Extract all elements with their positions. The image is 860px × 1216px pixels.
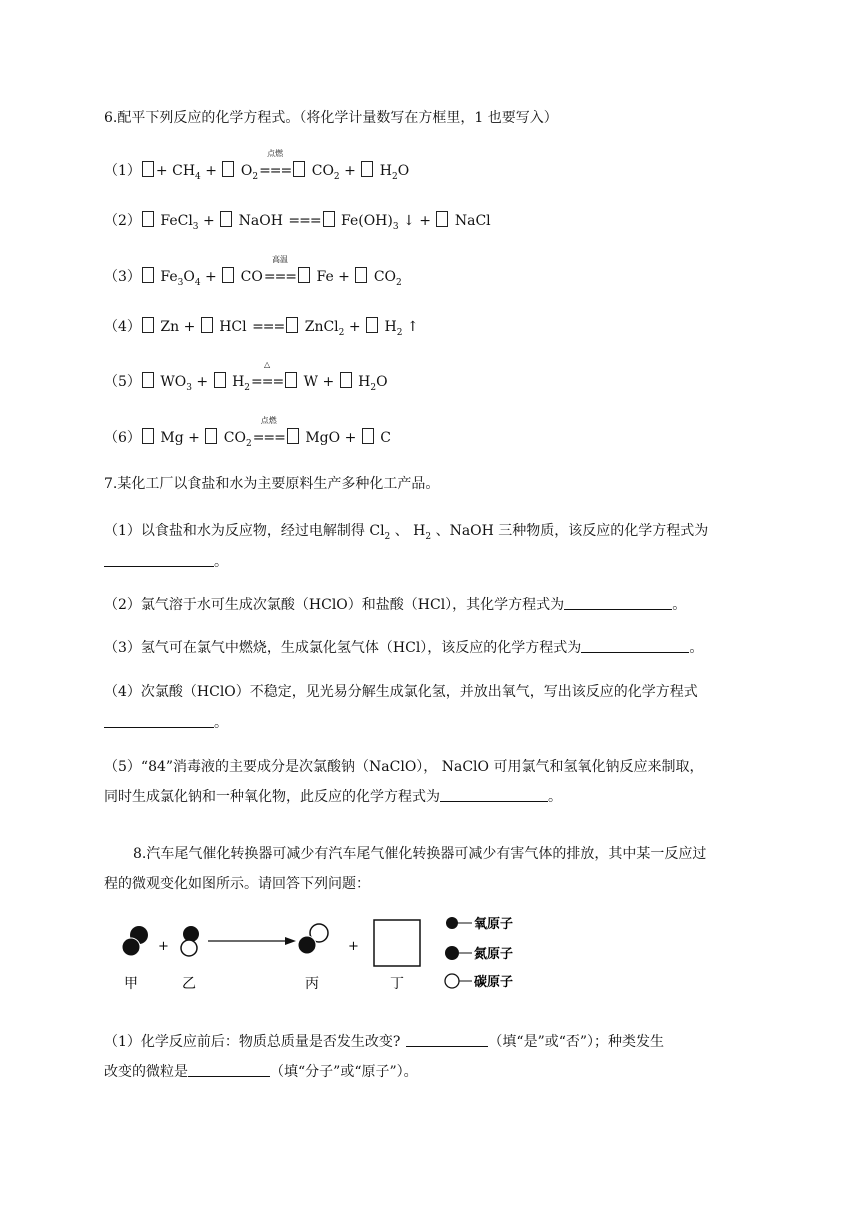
coefficient-box[interactable] (298, 267, 310, 283)
q7-part5-text: 同时生成氯化钠和一种氧化物，此反应的化学方程式为 (104, 789, 440, 805)
coefficient-box[interactable] (366, 317, 378, 333)
q6-equation-number: （2） (104, 213, 141, 229)
reaction-equals: △ === (251, 360, 284, 390)
formula-text: + CH (155, 163, 196, 179)
formula-text: MgO + (300, 430, 361, 446)
coefficient-box[interactable] (436, 211, 448, 227)
q8-title-line1: 8.汽车尾气催化转换器可减少有汽车尾气催化转换器可减少有害气体的排放，其中某一反应过 (133, 846, 707, 862)
legend-oxygen: 氧原子 (474, 917, 514, 932)
formula-text: Zn + (155, 319, 200, 335)
legend-nitrogen: 氮原子 (474, 947, 514, 962)
formula-subscript: 2 (338, 328, 345, 338)
q6-equation-2 (104, 210, 491, 232)
q8-part1-line2 (104, 1061, 418, 1081)
formula-subscript: 3 (392, 222, 399, 232)
plus-sign-1: + (158, 939, 169, 954)
formula-subscript: 2 (396, 328, 403, 338)
legend-nitrogen-swatch (445, 946, 459, 960)
q7-part1-text-c: 、NaOH 三种物质，该反应的化学方程式为 (431, 523, 709, 539)
formula-text: CO (369, 269, 397, 285)
q8-part1-line1 (104, 1031, 664, 1051)
molecule-bing (298, 924, 328, 954)
q7-part1-sub1: 2 (384, 532, 391, 542)
coefficient-box[interactable] (293, 161, 305, 177)
plus-sign-2: + (348, 939, 359, 954)
coefficient-box[interactable] (142, 428, 154, 444)
reaction-equals: 高温 === (263, 255, 297, 285)
q6-title: 6.配平下列反应的化学方程式。（将化学计量数写在方框里，1 也要写入） (104, 110, 558, 126)
coefficient-box[interactable] (355, 267, 367, 283)
formula-text: O (183, 269, 195, 285)
legend-carbon-swatch (445, 974, 459, 988)
formula-subscript: 2 (252, 172, 259, 182)
q7-part5-line2 (104, 786, 562, 806)
formula-text: Fe (155, 269, 178, 285)
q7-part5-end: 。 (548, 789, 562, 805)
coefficient-box[interactable] (323, 211, 335, 227)
q7-part3-answer-blank[interactable] (581, 640, 689, 653)
q6-equation-3 (104, 255, 402, 288)
formula-subscript: 3 (177, 278, 184, 288)
formula-subscript: 3 (192, 222, 199, 232)
formula-subscript: 3 (186, 383, 192, 393)
formula-text: WO (155, 374, 187, 390)
q7-part1-text-a: （1）以食盐和水为反应物，经过电解制得 Cl (104, 523, 385, 539)
formula-subscript: 2 (391, 172, 398, 182)
reaction-equals: 点燃 === (259, 149, 292, 179)
q6-equation-number: （5） (104, 374, 141, 390)
formula-subscript: 2 (245, 439, 252, 449)
formula-text: ↓ + (398, 213, 436, 229)
q7-part3 (104, 637, 703, 657)
q6-equation-number: （3） (104, 269, 141, 285)
q7-part3-end: 。 (689, 640, 704, 656)
formula-text: H (227, 374, 245, 390)
q6-equation-number: （6） (104, 430, 141, 446)
formula-text: Fe(OH) (336, 213, 393, 229)
label-jia: 甲 (124, 976, 138, 992)
formula-subscript: 4 (194, 278, 201, 288)
coefficient-box[interactable] (286, 317, 298, 333)
coefficient-box[interactable] (222, 161, 234, 177)
q7-part1-line1 (104, 520, 708, 542)
q7-part1-line2 (104, 551, 228, 571)
label-yi: 乙 (182, 976, 196, 992)
reaction-condition: △ (264, 360, 271, 369)
formula-subscript: 2 (333, 172, 340, 182)
coefficient-box[interactable] (340, 372, 352, 388)
formula-text: + (344, 319, 366, 335)
q8-part1-text-c: 改变的微粒是 (104, 1064, 188, 1080)
q6-equation-number: （4） (104, 319, 141, 335)
reaction-equals: === (252, 319, 285, 335)
formula-text: O (236, 163, 253, 179)
q7-part1-answer-blank[interactable] (104, 554, 214, 567)
label-bing: 丙 (305, 976, 319, 992)
q7-part1-text-b: 、 H (390, 523, 426, 539)
legend-carbon: 碳原子 (474, 975, 514, 990)
formula-text: CO (236, 269, 263, 285)
q7-part2 (104, 594, 686, 614)
coefficient-box[interactable] (220, 211, 232, 227)
formula-text: FeCl (155, 213, 193, 229)
formula-text: CO (219, 430, 246, 446)
q6-equation-5 (104, 360, 388, 393)
q7-part3-text: （3）氢气可在氯气中燃烧，生成氯化氢气体（HCl），该反应的化学方程式为 (104, 640, 582, 656)
coefficient-box[interactable] (142, 372, 154, 388)
reaction-condition: 点燃 (267, 149, 284, 158)
q6-equation-4 (104, 316, 419, 338)
formula-text: H (375, 163, 392, 179)
q7-part2-end: 。 (672, 597, 687, 613)
formula-text: + (339, 163, 361, 179)
molecule-yi (181, 926, 199, 956)
q8-part1-text-d: （填“分子”或“原子”）。 (270, 1064, 418, 1080)
box-ding (374, 920, 420, 966)
formula-text: W + (299, 374, 339, 390)
formula-text: NaOH (234, 213, 288, 229)
formula-text: ZnCl (300, 319, 339, 335)
coefficient-box[interactable] (361, 161, 373, 177)
q8-part1-text-b: （填“是”或“否”）；种类发生 (488, 1034, 665, 1050)
label-ding: 丁 (390, 976, 404, 992)
molecule-jia (122, 926, 148, 956)
coefficient-box[interactable] (285, 372, 297, 388)
arrow-head (285, 937, 296, 945)
formula-text: NaCl (450, 213, 491, 229)
reaction-condition: 高温 (271, 255, 288, 264)
coefficient-box[interactable] (205, 428, 217, 444)
coefficient-box[interactable] (142, 211, 154, 227)
formula-text: H (380, 319, 397, 335)
q7-part2-answer-blank[interactable] (564, 597, 672, 610)
coefficient-box[interactable] (142, 317, 154, 333)
q7-part1-sub2: 2 (425, 532, 432, 542)
reaction-equals: 点燃 === (252, 416, 285, 446)
q7-part5-line1: （5）“84”消毒液的主要成分是次氯酸钠（NaClO）， NaClO 可用氯气和氢氧化钠反应来制取， (104, 759, 704, 775)
legend (445, 916, 513, 990)
q8-part1-answer-blank-2[interactable] (188, 1064, 270, 1077)
reaction-diagram (100, 910, 560, 1000)
q7-part5-answer-blank[interactable] (440, 789, 548, 802)
q6-equation-number: （1） (104, 163, 141, 179)
q6-equation-6 (104, 416, 391, 449)
coefficient-box[interactable] (287, 428, 299, 444)
q7-part4-end: 。 (214, 715, 228, 731)
q7-part2-text: （2）氯气溶于水可生成次氯酸（HClO）和盐酸（HCl），其化学方程式为 (104, 597, 565, 613)
formula-text: O (397, 163, 410, 179)
formula-text: H (353, 374, 371, 390)
formula-subscript: 2 (396, 278, 402, 288)
formula-subscript: 2 (244, 383, 251, 393)
coefficient-box[interactable] (201, 317, 213, 333)
formula-text: + (191, 374, 213, 390)
coefficient-box[interactable] (142, 267, 154, 283)
formula-subscript: 2 (370, 383, 377, 393)
q7-part4-line1: （4）次氯酸（HClO）不稳定，见光易分解生成氯化氢，并放出氧气，写出该反应的化学方程式 (104, 684, 698, 700)
formula-text: Mg + (155, 430, 205, 446)
q6-equation-1 (104, 149, 410, 182)
q7-part4-answer-blank[interactable] (104, 715, 214, 728)
formula-text: + (198, 213, 220, 229)
q8-title-line2: 程的微观变化如图所示。请回答下列问题： (104, 876, 370, 892)
q7-part1-end: 。 (214, 554, 228, 570)
formula-text: C (375, 430, 391, 446)
q7-part4-line2 (104, 712, 228, 732)
coefficient-box[interactable] (214, 372, 226, 388)
q8-part1-answer-blank-1[interactable] (406, 1034, 488, 1047)
formula-text: HCl (214, 319, 252, 335)
coefficient-box[interactable] (362, 428, 374, 444)
formula-text: + (200, 269, 222, 285)
coefficient-box[interactable] (142, 161, 154, 177)
q8-part1-text-a: （1）化学反应前后：物质总质量是否发生改变? (104, 1034, 401, 1050)
q7-title: 7.某化工厂以食盐和水为主要原料生产多种化工产品。 (104, 476, 440, 492)
legend-oxygen-swatch (446, 917, 458, 929)
formula-subscript: 4 (195, 172, 201, 182)
formula-text: ↑ (402, 319, 419, 335)
formula-text: CO (307, 163, 334, 179)
reaction-equals: === (288, 213, 321, 229)
formula-text: + (200, 163, 222, 179)
formula-text: O (376, 374, 388, 390)
formula-text: Fe + (312, 269, 355, 285)
reaction-condition: 点燃 (260, 416, 277, 425)
coefficient-box[interactable] (222, 267, 234, 283)
